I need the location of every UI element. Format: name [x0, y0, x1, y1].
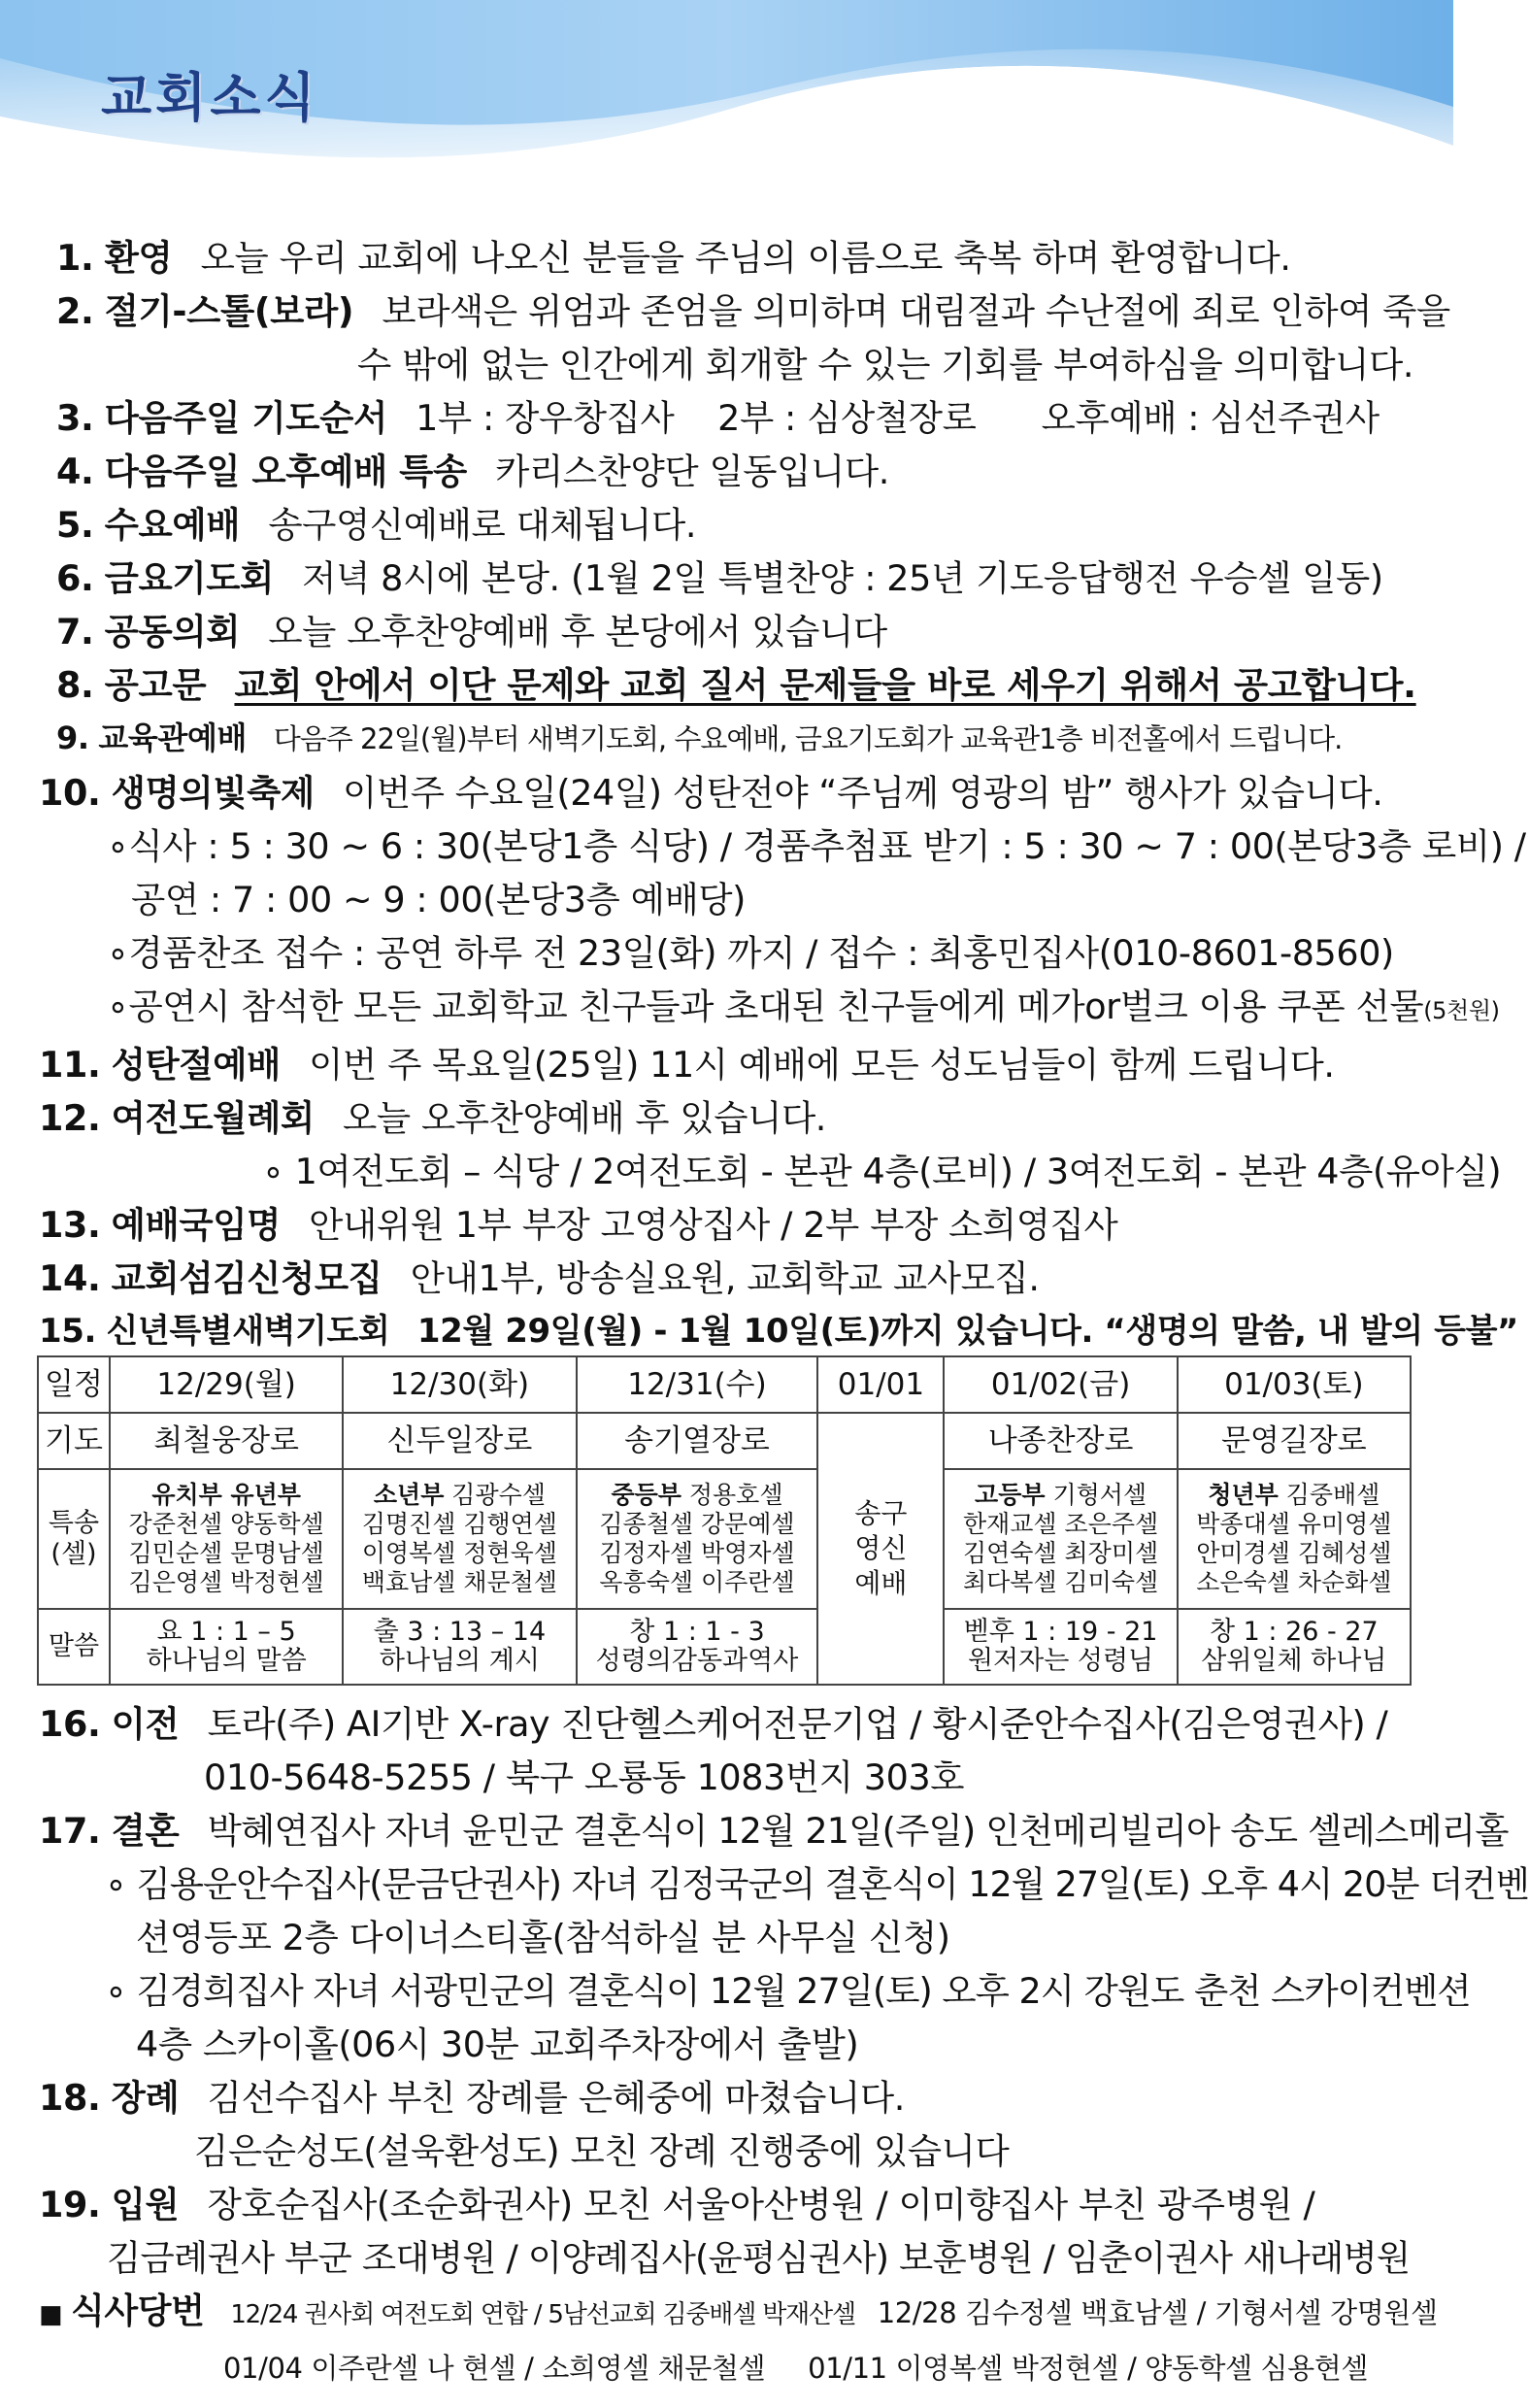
item-text: 카리스찬양단 일동입니다. — [495, 451, 889, 492]
special-line: 박종대셀 유미영셀 — [1196, 1510, 1392, 1538]
item-text: 1부 : 장우창집사 2부 : 심상철장로 오후예배 : 심선주권사 — [415, 397, 1379, 439]
special-head: 청년부 — [1208, 1481, 1279, 1509]
row-label-date: 일정 — [38, 1356, 110, 1413]
news-item-10-sub3 — [39, 980, 1500, 1038]
date-cell: 12/30(화) — [343, 1356, 576, 1413]
item-text: 오늘 우리 교회에 나오신 분들을 주님의 이름으로 축복 하며 환영합니다. — [200, 237, 1291, 279]
news-item-2-cont: 수 밖에 없는 인간에게 회개할 수 있는 기회를 부여하심을 의미합니다. — [357, 344, 1414, 385]
prayer-cell: 문영길장로 — [1178, 1413, 1411, 1469]
item-number: 6. — [56, 557, 94, 599]
item-number: 10. — [39, 772, 101, 814]
date-cell: 01/02(금) — [944, 1356, 1177, 1413]
word-cell — [110, 1609, 343, 1685]
item-text: 안내위원 1부 부장 고영상집사 / 2부 부장 소희영집사 — [309, 1204, 1118, 1246]
item-label: 수요예배 — [104, 504, 241, 546]
item-number: 5. — [56, 504, 94, 546]
item-label: 환영 — [104, 237, 173, 279]
table-row — [38, 1609, 1411, 1685]
news-item-12-sub: ∘ 1여전도회 – 식당 / 2여전도회 - 본관 4층(로비) / 3여전도회 - 본관 4층(유아실) — [262, 1151, 1502, 1192]
item-number: 14. — [39, 1257, 101, 1299]
table-row — [38, 1356, 1411, 1413]
word-cell — [343, 1609, 576, 1685]
date-cell: 01/03(토) — [1178, 1356, 1411, 1413]
item-label: 공동의회 — [104, 611, 241, 652]
special-line: 김정자셀 박영자셀 — [599, 1539, 795, 1567]
item-text: 12월 29일(월) - 1월 10일(토)까지 있습니다. “생명의 말씀, 내 발의 등불” — [416, 1312, 1519, 1351]
news-item-11 — [39, 1038, 1427, 1091]
square-bullet-icon: ■ — [39, 2300, 63, 2329]
item-text: 박혜연집사 자녀 윤민군 결혼식이 12월 21일(주일) 인천메리빌리아 송도 셀레스메리홀 — [207, 1810, 1509, 1852]
news-item-1 — [39, 231, 1427, 284]
special-head: 고등부 — [975, 1481, 1046, 1509]
news-item-19 — [39, 2178, 1427, 2231]
special-line: 김은영셀 박정현셀 — [128, 1568, 324, 1596]
special-head: 중등부 — [611, 1481, 681, 1509]
item-label: 금요기도회 — [104, 557, 274, 599]
item-text: 장호순집사(조순화권사) 모친 서울아산병원 / 이미향집사 부친 광주병원 / — [207, 2184, 1315, 2225]
meal-duty-label: 식사당번 — [71, 2291, 205, 2331]
special-head2: 김중배셀 — [1278, 1481, 1380, 1509]
news-item-10-sub2: ∘경품찬조 접수 : 공연 하루 전 23일(화) 까지 / 접수 : 최홍민집사(010-8601-8560) — [107, 932, 1394, 974]
news-item-4 — [39, 445, 1427, 498]
special-cell — [1178, 1469, 1411, 1609]
item-number: 7. — [56, 611, 94, 652]
date-cell: 12/31(수) — [577, 1356, 818, 1413]
item-number: 17. — [39, 1810, 101, 1852]
special-line: 백효남셀 채문철셀 — [361, 1568, 557, 1596]
news-item-10 — [39, 766, 1427, 819]
news-item-5 — [39, 498, 1427, 552]
news-item-19-cont: 김금례권사 부군 조대병원 / 이양례집사(윤평심권사) 보훈병원 / 임춘이권사 새나래병원 — [107, 2237, 1411, 2279]
word-ref: 벧후 1 : 19 - 21 — [963, 1617, 1158, 1647]
item-text: 오늘 오후찬양예배 후 본당에서 있습니다 — [268, 611, 887, 652]
word-cell — [944, 1609, 1177, 1685]
word-ref: 출 3 : 13 – 14 — [373, 1617, 547, 1647]
prayer-cell: 최철웅장로 — [110, 1413, 343, 1469]
news-item-9 — [39, 712, 1427, 766]
special-line: 김종철셀 강문예셀 — [599, 1510, 795, 1538]
item-label: 장례 — [111, 2077, 180, 2119]
item-label: 여전도월례회 — [111, 1097, 315, 1139]
item-label: 성탄절예배 — [111, 1044, 281, 1086]
special-cell — [110, 1469, 343, 1609]
news-item-15 — [39, 1305, 1519, 1358]
item-label: 교육관예배 — [98, 719, 247, 756]
news-item-17 — [39, 1804, 1509, 1857]
news-item-13 — [39, 1198, 1427, 1252]
news-list — [39, 231, 1526, 1358]
item-text: 저녁 8시에 본당. (1월 2일 특별찬양 : 25년 기도응답행전 우승셀 일동) — [302, 557, 1383, 599]
word-title: 삼위일체 하나님 — [1201, 1646, 1387, 1676]
item-label: 결혼 — [111, 1810, 180, 1852]
special-head2: 정용호셀 — [681, 1481, 783, 1509]
special-line: 강준천셀 양동학셀 — [128, 1510, 324, 1538]
news-item-2 — [39, 284, 1450, 338]
special-line: 김민순셀 문명남셀 — [128, 1539, 324, 1567]
special-line: 김연숙셀 최장미셀 — [962, 1539, 1159, 1567]
item-number: 12. — [39, 1097, 101, 1139]
notice-text: 교회 안에서 이단 문제와 교회 질서 문제들을 바로 세우기 위해서 공고합니다. — [234, 664, 1416, 706]
prayer-cell: 송기열장로 — [577, 1413, 818, 1469]
item-number: 2. — [56, 290, 94, 332]
item-number: 1. — [56, 237, 94, 279]
item-label: 다음주일 오후예배 특송 — [104, 451, 467, 492]
news-item-10-sub1: ∘식사 : 5 : 30 ~ 6 : 30(본당1층 식당) / 경품추첨표 받기 : 5 : 30 ~ 7 : 00(본당3층 로비) / — [107, 825, 1526, 867]
news-item-10-sub1b: 공연 : 7 : 00 ~ 9 : 00(본당3층 예배당) — [131, 879, 747, 920]
item-label: 공고문 — [104, 664, 207, 706]
item-text: 오늘 오후찬양예배 후 있습니다. — [343, 1097, 827, 1139]
page-title: 교회소식 — [101, 66, 319, 128]
news-item-18-cont: 김은순성도(설욱환성도) 모친 장례 진행중에 있습니다 — [194, 2130, 1010, 2172]
item-text: 안내1부, 방송실요원, 교회학교 교사모집. — [410, 1257, 1040, 1299]
word-ref: 창 1 : 26 - 27 — [1209, 1617, 1379, 1647]
item-number: 18. — [39, 2077, 101, 2119]
date-cell: 12/29(월) — [110, 1356, 343, 1413]
news-item-16-cont: 010-5648-5255 / 북구 오룡동 1083번지 303호 — [204, 1756, 965, 1798]
news-item-12 — [39, 1091, 1427, 1145]
word-title: 성령의감동과역사 — [595, 1646, 799, 1676]
special-cell — [577, 1469, 818, 1609]
item-label: 입원 — [111, 2184, 180, 2225]
table-row — [38, 1413, 1411, 1469]
special-line: 김명진셀 김행연셀 — [361, 1510, 557, 1538]
table-row — [38, 1469, 1411, 1609]
item-text: 이번 주 목요일(25일) 11시 예배에 모든 성도님들이 함께 드립니다. — [309, 1044, 1335, 1086]
news-item-16 — [39, 1697, 1427, 1751]
prayer-cell: 신두일장로 — [343, 1413, 576, 1469]
item-number: 13. — [39, 1204, 101, 1246]
news-item-17-sub2b: 4층 스카이홀(06시 30분 교회주차장에서 출발) — [136, 2023, 859, 2065]
newyear-service-cell — [817, 1413, 944, 1685]
news-item-18 — [39, 2071, 1427, 2124]
special-head2: 김광수셀 — [444, 1481, 546, 1509]
word-title: 하나님의 계시 — [379, 1646, 540, 1676]
row-label-word: 말씀 — [38, 1609, 110, 1685]
item-number: 3. — [56, 397, 94, 439]
special-cell — [944, 1469, 1177, 1609]
news-item-6 — [39, 552, 1427, 605]
meal-duty — [39, 2285, 1438, 2342]
special-head: 유치부 유년부 — [151, 1481, 301, 1509]
special-line: 한재교셀 조은주셀 — [962, 1510, 1159, 1538]
date-cell: 01/01 — [817, 1356, 944, 1413]
news-item-3 — [39, 391, 1427, 445]
item-number: 11. — [39, 1044, 101, 1086]
row-label-prayer: 기도 — [38, 1413, 110, 1469]
word-cell — [1178, 1609, 1411, 1685]
row-label-special: 특송 (셀) — [38, 1469, 110, 1609]
special-line: 이영복셀 정현욱셀 — [361, 1539, 557, 1567]
item-number: 4. — [56, 451, 94, 492]
word-cell — [577, 1609, 818, 1685]
item-number: 16. — [39, 1703, 101, 1745]
item-number: 15. — [39, 1312, 97, 1351]
dawn-prayer-schedule-table — [37, 1355, 1412, 1686]
word-ref: 창 1 : 1 - 3 — [629, 1617, 765, 1647]
prayer-cell: 나종찬장로 — [944, 1413, 1177, 1469]
item-number: 9. — [56, 719, 89, 756]
item-label: 이전 — [111, 1703, 180, 1745]
meal-duty-line1a: 12/24 권사회 여전도회 연합 / 5남선교회 김중배셀 박재산셀 — [230, 2300, 855, 2329]
item-text: 김선수집사 부친 장례를 은혜중에 마쳤습니다. — [207, 2077, 905, 2119]
special-head2: 기형서셀 — [1045, 1481, 1147, 1509]
item-label: 절기-스톨(보라) — [104, 290, 354, 332]
news-item-17-sub1: ∘ 김용운안수집사(문금단권사) 자녀 김정국군의 결혼식이 12월 27일(토) 오후 4시 20분 더컨벤 — [105, 1863, 1529, 1905]
item-number: 19. — [39, 2184, 101, 2225]
news-list-continued — [39, 1697, 1529, 2395]
item-text: 토라(주) AI기반 X-ray 진단헬스케어전문기업 / 황시준안수집사(김은영권사) / — [207, 1703, 1388, 1745]
item-label: 신년특별새벽기도회 — [106, 1312, 390, 1351]
news-item-8 — [39, 658, 1427, 712]
special-line: 최다복셀 김미숙셀 — [962, 1568, 1159, 1596]
item-text: 이번주 수요일(24일) 성탄전야 “주님께 영광의 밤” 행사가 있습니다. — [343, 772, 1383, 814]
special-line: 소은숙셀 차순화셀 — [1196, 1568, 1392, 1596]
item-label: 예배국임명 — [111, 1204, 281, 1246]
word-title: 원저자는 성령님 — [967, 1646, 1154, 1676]
news-item-17-sub2: ∘ 김경희집사 자녀 서광민군의 결혼식이 12월 27일(토) 오후 2시 강원도 춘천 스카이컨벤션 — [105, 1970, 1471, 2012]
news-item-17-sub1b: 션영등포 2층 다이너스티홀(참석하실 분 사무실 신청) — [136, 1917, 950, 1958]
sub-note: (5천원) — [1423, 997, 1500, 1024]
special-line: 안미경셀 김혜성셀 — [1196, 1539, 1392, 1567]
special-head: 소년부 — [373, 1481, 445, 1509]
special-line: 옥흥숙셀 이주란셀 — [599, 1568, 795, 1596]
sub-text: ∘공연시 참석한 모든 교회학교 친구들과 초대된 친구들에게 메가or벌크 이용 쿠폰 선물 — [107, 986, 1424, 1027]
item-label: 교회섬김신청모집 — [111, 1257, 382, 1299]
news-item-14 — [39, 1252, 1427, 1305]
item-label: 생명의빛축제 — [111, 772, 315, 814]
item-number: 8. — [56, 664, 94, 706]
meal-duty-line1b: 12/28 김수정셀 백효남셀 / 기형서셀 강명원셀 — [877, 2296, 1438, 2329]
item-label: 다음주일 기도순서 — [104, 397, 387, 439]
word-ref: 요 1 : 1 – 5 — [156, 1617, 296, 1647]
newyear-service-label: 송구 영신 예배 — [854, 1497, 908, 1599]
item-text: 송구영신예배로 대체됩니다. — [268, 504, 697, 546]
item-text: 보라색은 위엄과 존엄을 의미하며 대림절과 수난절에 죄로 인하여 죽을 — [382, 290, 1450, 332]
item-text: 다음주 22일(월)부터 새벽기도회, 수요예배, 금요기도회가 교육관1층 비전홀에서 드립니다. — [273, 722, 1343, 755]
header-banner — [0, 0, 1453, 204]
news-item-7 — [39, 605, 1427, 658]
special-cell — [343, 1469, 576, 1609]
word-title: 하나님의 말씀 — [146, 1646, 307, 1676]
meal-duty-line2: 01/04 이주란셀 나 현셀 / 소희영셀 채문철셀 01/11 이영복셀 박정현셀 / 양동학셀 심용현셀 — [223, 2352, 1369, 2385]
